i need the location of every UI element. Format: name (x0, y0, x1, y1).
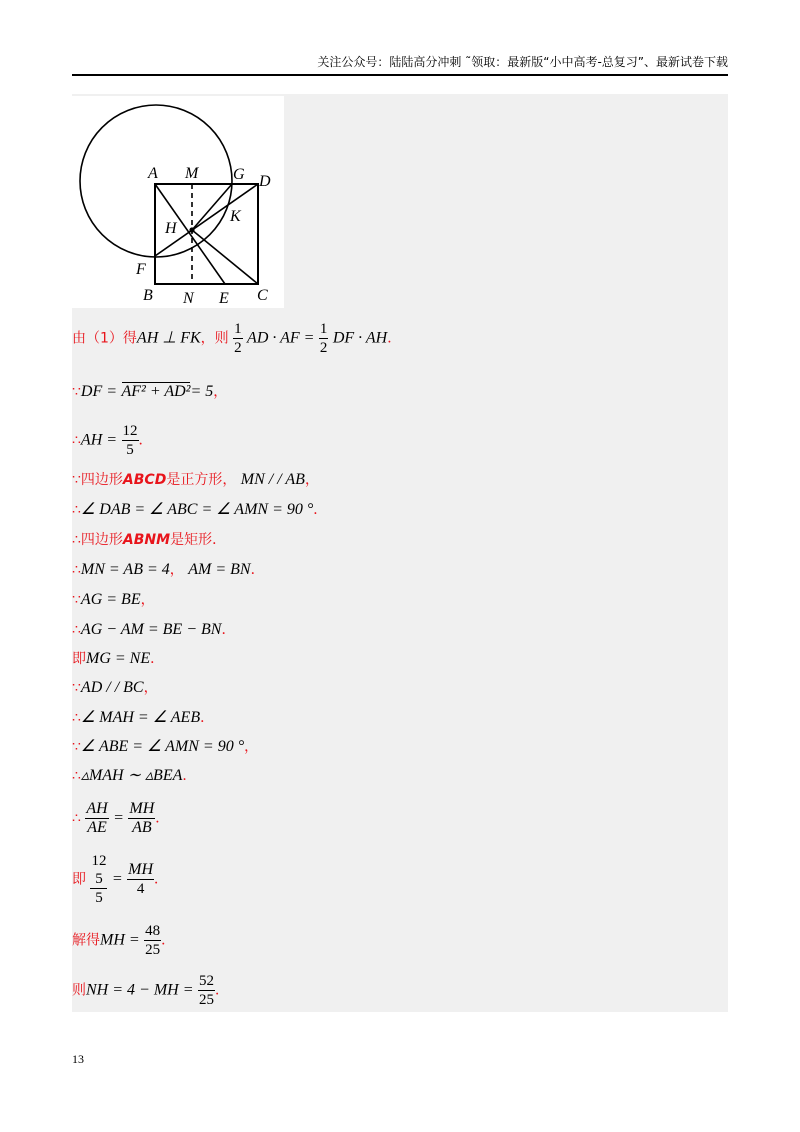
step-line-7: ∴MN = AB = 4， AM = BN． (72, 561, 265, 578)
step-line-4: ∵四边形ABCD是正方形， MN / / AB， (72, 471, 319, 488)
label-k: K (230, 208, 241, 225)
label-m: M (185, 165, 199, 182)
label-f: F (136, 261, 146, 278)
step-line-1: 由（1）得AH ⊥ FK，则 $\frac{1}{2}$ AD · AF = $\frac{1}{2}$ DF · AH． (72, 321, 402, 356)
step-line-8: ∵AG = BE， (72, 591, 155, 608)
page-number: 13 (72, 1052, 84, 1066)
step-line-2: ∵DF = AF² + AD²= 5， (72, 383, 228, 400)
label-n: N (183, 290, 194, 307)
label-e: E (219, 290, 229, 307)
step-line-17: 解得MH = $\frac{48}{25}$ ． (72, 923, 176, 958)
label-g: G (233, 166, 245, 183)
step-line-14: ∴▵MAH ∼ ▵BEA． (72, 767, 197, 784)
geometry-figure (72, 96, 284, 308)
geometry-diagram (72, 96, 284, 308)
step-line-13: ∵∠ ABE = ∠ AMN = 90 °， (72, 738, 259, 755)
step-line-12: ∴∠ MAH = ∠ AEB． (72, 709, 215, 726)
fraction: $\frac{1}{2}$ (234, 321, 242, 356)
step-line-18: 则NH = 4 − MH = $\frac{52}{25}$ ． (72, 973, 229, 1008)
fraction: $\frac{1}{2}$ (319, 321, 328, 356)
step-line-6: ∴四边形ABNM是矩形． (72, 532, 227, 548)
label-c: C (257, 287, 268, 304)
label-b: B (143, 287, 153, 304)
segment-hc (192, 230, 258, 284)
label-a: A (148, 165, 158, 182)
step-line-15: ∴ $\frac{AH}{AE}$ = $\frac{MH}{AB}$ ． (72, 800, 170, 836)
step-line-10: 即MG = NE． (72, 650, 165, 667)
step-line-3: ∴AH = $\frac{12}{5}$ ． (72, 423, 153, 458)
step-line-11: ∵AD / / BC， (72, 679, 158, 696)
point-h (189, 227, 194, 232)
step-line-9: ∴AG − AM = BE − BN． (72, 621, 236, 638)
step-line-5: ∴∠ DAB = ∠ ABC = ∠ AMN = 90 °． (72, 501, 328, 518)
label-h: H (165, 220, 177, 237)
step-line-16: 即 12 5 5 = $\frac{MH}{4}$ ． (72, 853, 169, 906)
page-header: 关注公众号：陆陆高分冲刺 ˜领取：最新版“小中高考-总复习”、最新试卷下载 (72, 52, 728, 76)
label-d: D (259, 173, 271, 190)
